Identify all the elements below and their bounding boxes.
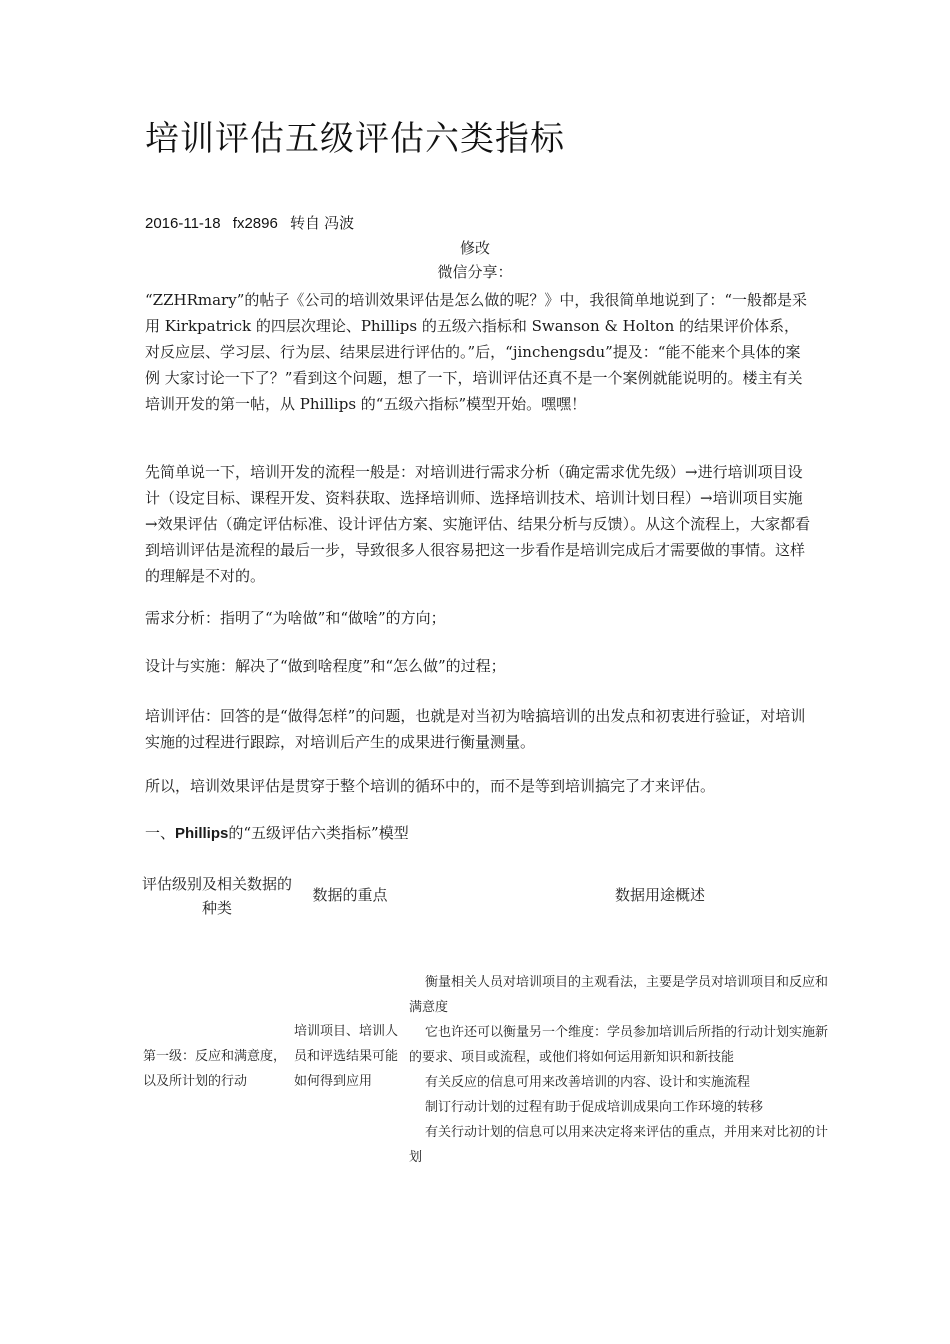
table-header-uses: 数据用途概述 bbox=[614, 886, 705, 904]
paragraph-intro: “ZZHRmary”的帖子《公司的培训效果评估是怎么做的呢？》中，我很简单地说到了：“一般都是采用 Kirkpatrick 的四层次理论、Phillips 的五级六指标和 Swanson & Holton 的结果评价体系，对反应层、学习层、行为层、结果层进行评估的。”后，“jinchengsdu”提及：“能不能来个具体的案例 大家讨论一下了？”看到这个问题，想了一下，培训评估还真不是一个案例就能说明的。楼主有关培训开发的第一帖，从 Phillips 的“五级六指标”模型开始。嘿嘿！ bbox=[145, 291, 808, 413]
list-item: 它也许还可以衡量另一个维度：学员参加培训后所指的行动计划实施新的要求、项目或流程，或他们将如何运用新知识和新技能 bbox=[409, 1025, 829, 1065]
section-suffix: 的“五级评估六类指标”模型 bbox=[228, 824, 409, 842]
section-heading bbox=[145, 820, 812, 847]
edit-link[interactable]: 修改 bbox=[459, 239, 490, 257]
article-meta bbox=[145, 212, 362, 236]
list-item: 衡量相关人员对培训项目的主观看法，主要是学员对培训项目和反应和满意度 bbox=[409, 975, 829, 1015]
author-link[interactable]: fx2896 bbox=[232, 215, 278, 232]
table-cell-level: 第一级：反应和满意度，以及所计划的行动 bbox=[143, 1049, 287, 1089]
paragraph-conclusion: 所以，培训效果评估是贯穿于整个培训的循环中的，而不是等到培训搞完了才来评估。 bbox=[145, 777, 716, 795]
list-item: 有关行动计划的信息可以用来决定将来评估的重点，并用来对比初的计划 bbox=[409, 1125, 829, 1165]
page-title: 培训评估五级评估六类指标 bbox=[145, 119, 565, 159]
wechat-share-label[interactable]: 微信分享： bbox=[437, 263, 513, 281]
paragraph-needs-analysis: 需求分析：指明了“为啥做”和“做啥”的方向； bbox=[145, 609, 446, 627]
list-item: 制订行动计划的过程有助于促成培训成果向工作环境的转移 bbox=[425, 1100, 764, 1115]
table-header-level: 评估级别及相关数据的种类 bbox=[142, 875, 293, 917]
section-model-name: Phillips bbox=[175, 825, 229, 842]
source-note: 转自 冯波 bbox=[290, 215, 355, 232]
table-header-focus: 数据的重点 bbox=[312, 886, 388, 904]
paragraph-process: 先简单说一下，培训开发的流程一般是：对培训进行需求分析（确定需求优先级）→进行培训项目设计（设定目标、课程开发、资料获取、选择培训师、选择培训技术、培训计划日程）→培训项目实施→效果评估（确定评估标准、设计评估方案、实施评估、结果分析与反馈）。从这个流程上，大家都看到培训评估是流程的最后一步，导致很多人很容易把这一步看作是培训完成后才需要做的事情。这样的理解是不对的。 bbox=[145, 463, 811, 585]
post-date: 2016-11-18 bbox=[145, 215, 221, 232]
section-prefix: 一、 bbox=[145, 824, 176, 842]
paragraph-design: 设计与实施：解决了“做到啥程度”和“怎么做”的过程； bbox=[145, 657, 506, 675]
table-cell-focus: 培训项目、培训人员和评选结果可能如何得到应用 bbox=[294, 1024, 399, 1089]
paragraph-evaluation: 培训评估：回答的是“做得怎样”的问题，也就是对当初为啥搞培训的出发点和初衷进行验证，对培训实施的过程进行跟踪，对培训后产生的成果进行衡量测量。 bbox=[145, 707, 806, 751]
list-item: 有关反应的信息可用来改善培训的内容、设计和实施流程 bbox=[425, 1075, 751, 1090]
table-cell-uses bbox=[409, 970, 829, 1170]
